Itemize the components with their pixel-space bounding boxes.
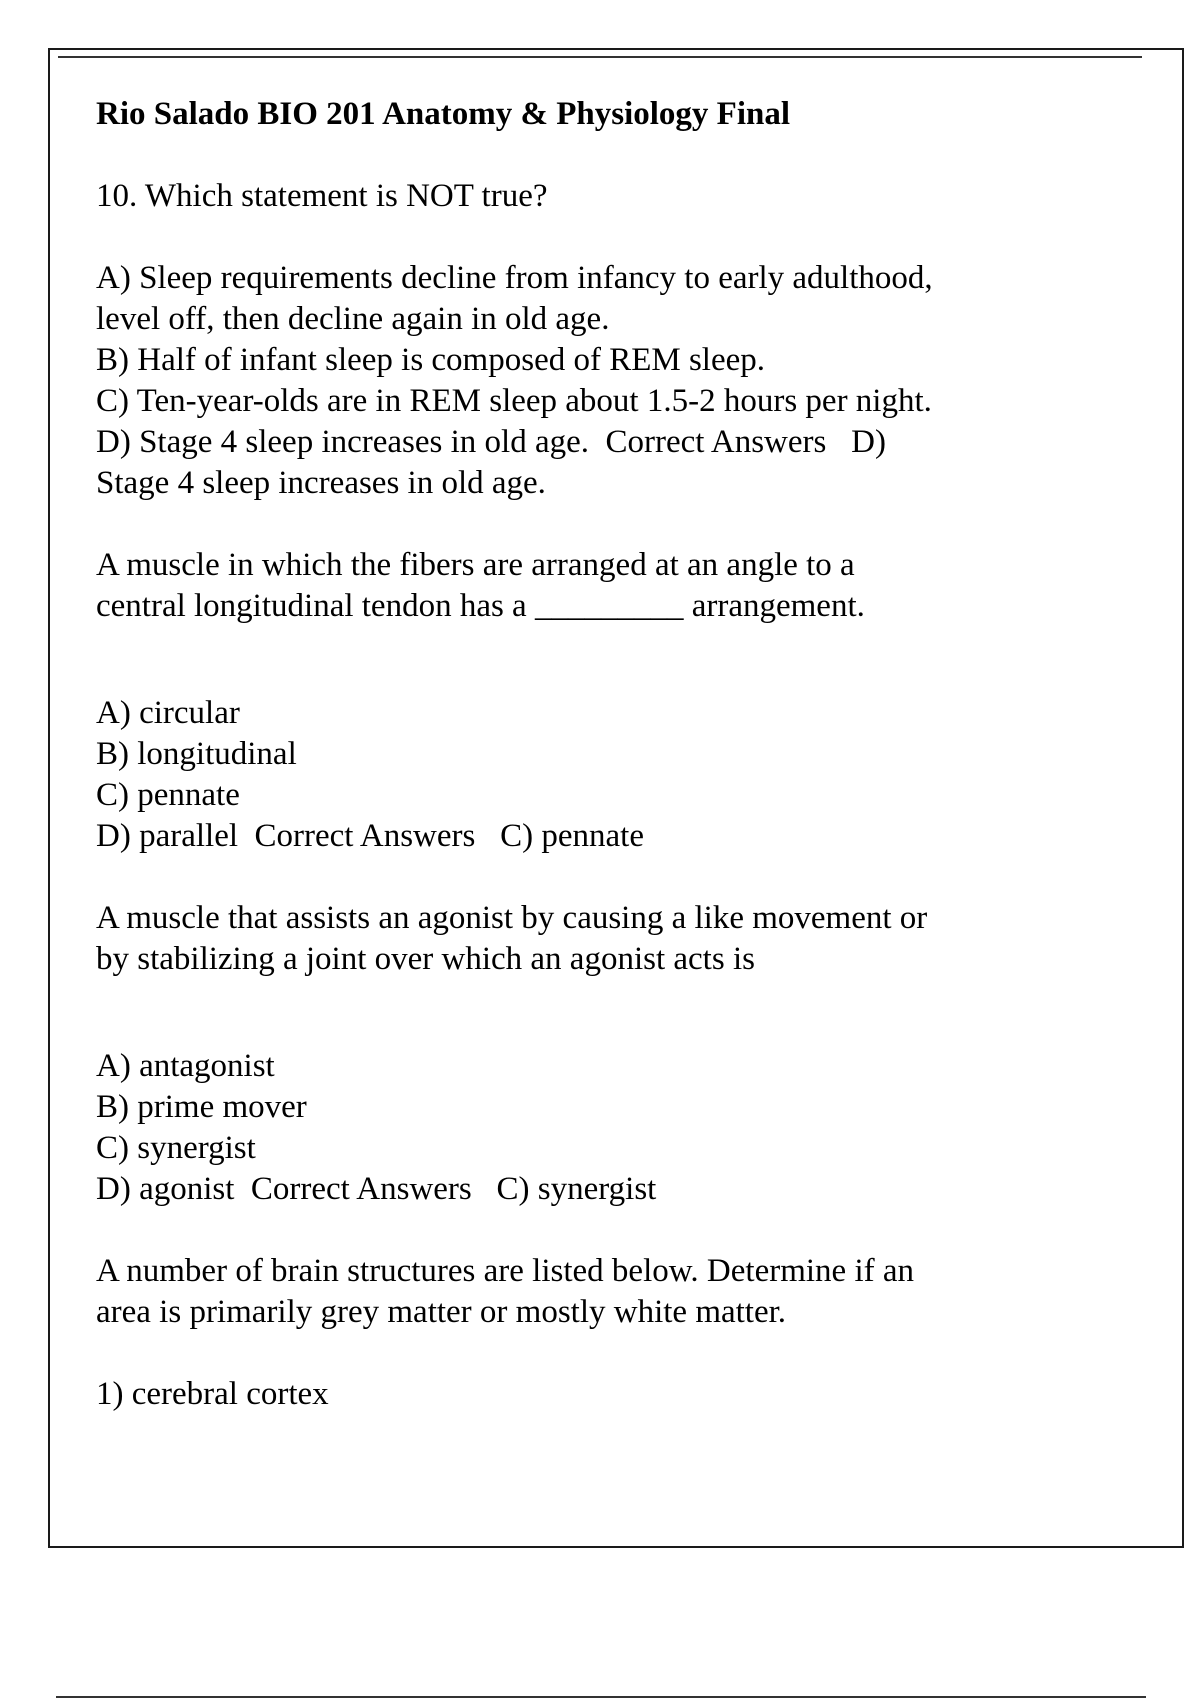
prompt-line: by stabilizing a joint over which an agonist acts is <box>96 941 755 977</box>
option-line: D) parallel Correct Answers C) pennate <box>96 818 644 854</box>
question-10-line: D) Stage 4 sleep increases in old age. Correct Answers D) <box>96 424 886 460</box>
question-10-line: A) Sleep requirements decline from infancy to early adulthood, <box>96 260 933 296</box>
option-line: C) synergist <box>96 1130 256 1166</box>
document-body <box>96 94 1076 1456</box>
prompt-line: A muscle in which the fibers are arranged at an angle to a <box>96 547 855 583</box>
option-line: B) longitudinal <box>96 736 297 772</box>
prompt-line: A number of brain structures are listed below. Determine if an <box>96 1253 915 1289</box>
option-line: C) pennate <box>96 777 240 813</box>
question-10-options <box>96 258 1076 504</box>
question-10-line: Stage 4 sleep increases in old age. <box>96 465 546 501</box>
question-10-line: B) Half of infant sleep is composed of REM sleep. <box>96 342 766 378</box>
option-line: B) prime mover <box>96 1089 307 1125</box>
question-10-line: C) Ten-year-olds are in REM sleep about 1.5-2 hours per night. <box>96 383 932 419</box>
question-10-prompt: 10. Which statement is NOT true? <box>96 178 548 214</box>
muscle-arrangement-options <box>96 693 1076 857</box>
bottom-rule <box>56 1696 1146 1698</box>
top-rule <box>58 56 1142 58</box>
muscle-arrangement-prompt <box>96 545 1076 627</box>
document-title: Rio Salado BIO 201 Anatomy & Physiology Final <box>96 96 791 132</box>
brain-structures-prompt <box>96 1251 1076 1333</box>
prompt-line: area is primarily grey matter or mostly white matter. <box>96 1294 787 1330</box>
question-10-line: level off, then decline again in old age. <box>96 301 610 337</box>
option-line: D) agonist Correct Answers C) synergist <box>96 1171 657 1207</box>
synergist-prompt <box>96 898 1076 980</box>
synergist-options <box>96 1046 1076 1210</box>
brain-structures-list <box>96 1374 1076 1415</box>
option-line: A) circular <box>96 695 240 731</box>
option-line: 1) cerebral cortex <box>96 1376 329 1412</box>
prompt-line: A muscle that assists an agonist by causing a like movement or <box>96 900 928 936</box>
option-line: A) antagonist <box>96 1048 275 1084</box>
prompt-line: central longitudinal tendon has a _________ arrangement. <box>96 588 865 624</box>
